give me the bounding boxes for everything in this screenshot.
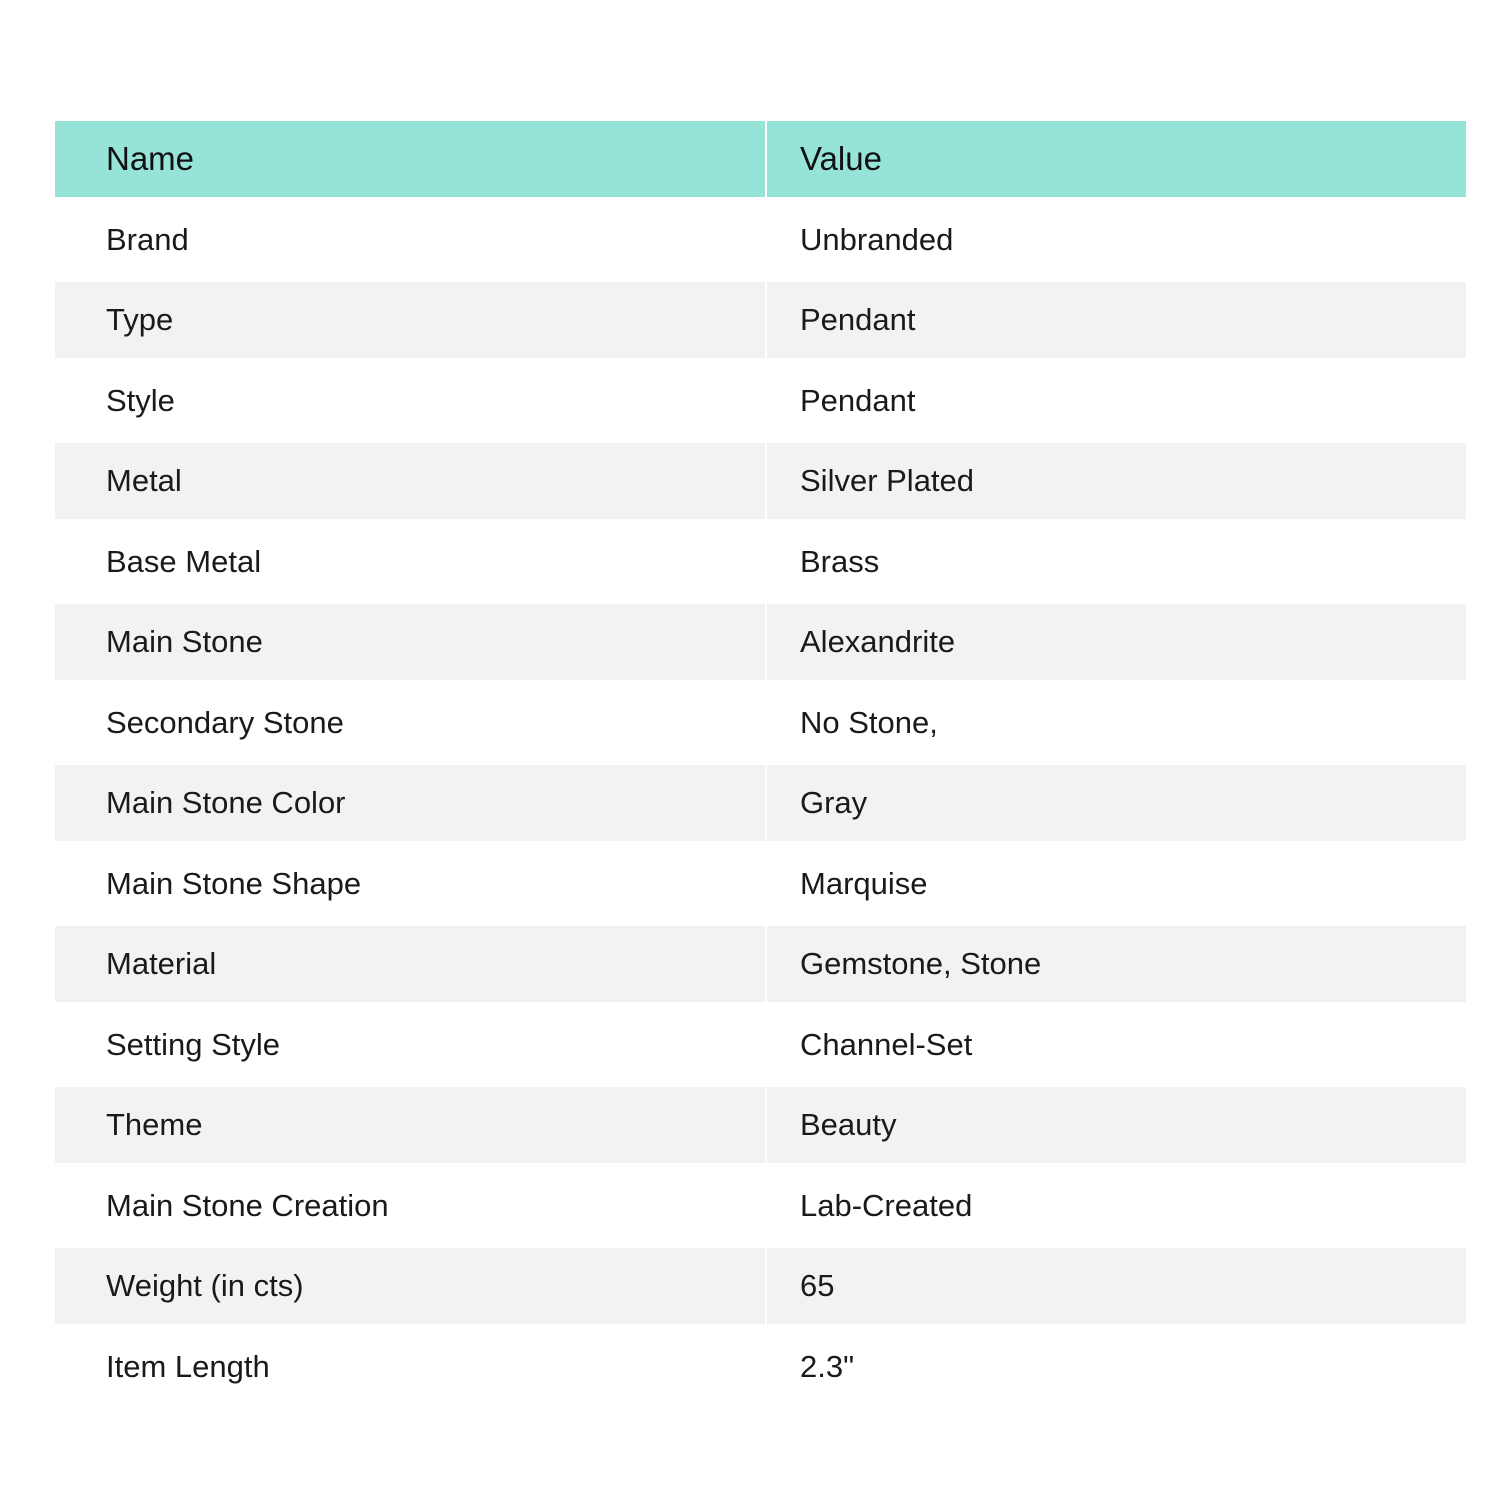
row-name-cell: Type — [55, 282, 767, 358]
row-name-cell: Setting Style — [55, 1002, 767, 1087]
row-name-cell: Main Stone Creation — [55, 1163, 767, 1248]
table-row — [55, 765, 1466, 841]
row-name-cell: Main Stone Color — [55, 765, 767, 841]
row-name-cell: Metal — [55, 443, 767, 519]
table-header-row — [55, 121, 1466, 197]
table-row — [55, 282, 1466, 358]
table-row — [55, 1163, 1466, 1248]
table-row — [55, 604, 1466, 680]
row-value-cell: Beauty — [767, 1087, 1466, 1163]
row-name-cell: Secondary Stone — [55, 680, 767, 765]
row-value-cell: 2.3" — [767, 1324, 1466, 1409]
column-header-value: Value — [767, 121, 1466, 197]
table-row — [55, 1087, 1466, 1163]
row-value-cell: Alexandrite — [767, 604, 1466, 680]
table-row — [55, 926, 1466, 1002]
row-value-cell: Unbranded — [767, 197, 1466, 282]
row-value-cell: Marquise — [767, 841, 1466, 926]
row-value-cell: Gemstone, Stone — [767, 926, 1466, 1002]
row-value-cell: Silver Plated — [767, 443, 1466, 519]
row-value-cell: Brass — [767, 519, 1466, 604]
row-name-cell: Main Stone — [55, 604, 767, 680]
table-row — [55, 197, 1466, 282]
column-header-name: Name — [55, 121, 767, 197]
table-row — [55, 443, 1466, 519]
row-value-cell: 65 — [767, 1248, 1466, 1324]
row-name-cell: Material — [55, 926, 767, 1002]
table-row — [55, 1324, 1466, 1409]
row-value-cell: Lab-Created — [767, 1163, 1466, 1248]
table-row — [55, 1248, 1466, 1324]
row-name-cell: Base Metal — [55, 519, 767, 604]
row-value-cell: Pendant — [767, 282, 1466, 358]
row-value-cell: Pendant — [767, 358, 1466, 443]
row-name-cell: Main Stone Shape — [55, 841, 767, 926]
row-value-cell: Gray — [767, 765, 1466, 841]
table-row — [55, 680, 1466, 765]
table-row — [55, 358, 1466, 443]
row-name-cell: Weight (in cts) — [55, 1248, 767, 1324]
table-row — [55, 1002, 1466, 1087]
table-row — [55, 519, 1466, 604]
row-value-cell: No Stone, — [767, 680, 1466, 765]
row-name-cell: Theme — [55, 1087, 767, 1163]
spec-table — [55, 121, 1466, 1409]
row-name-cell: Style — [55, 358, 767, 443]
row-name-cell: Item Length — [55, 1324, 767, 1409]
row-value-cell: Channel-Set — [767, 1002, 1466, 1087]
table-row — [55, 841, 1466, 926]
row-name-cell: Brand — [55, 197, 767, 282]
